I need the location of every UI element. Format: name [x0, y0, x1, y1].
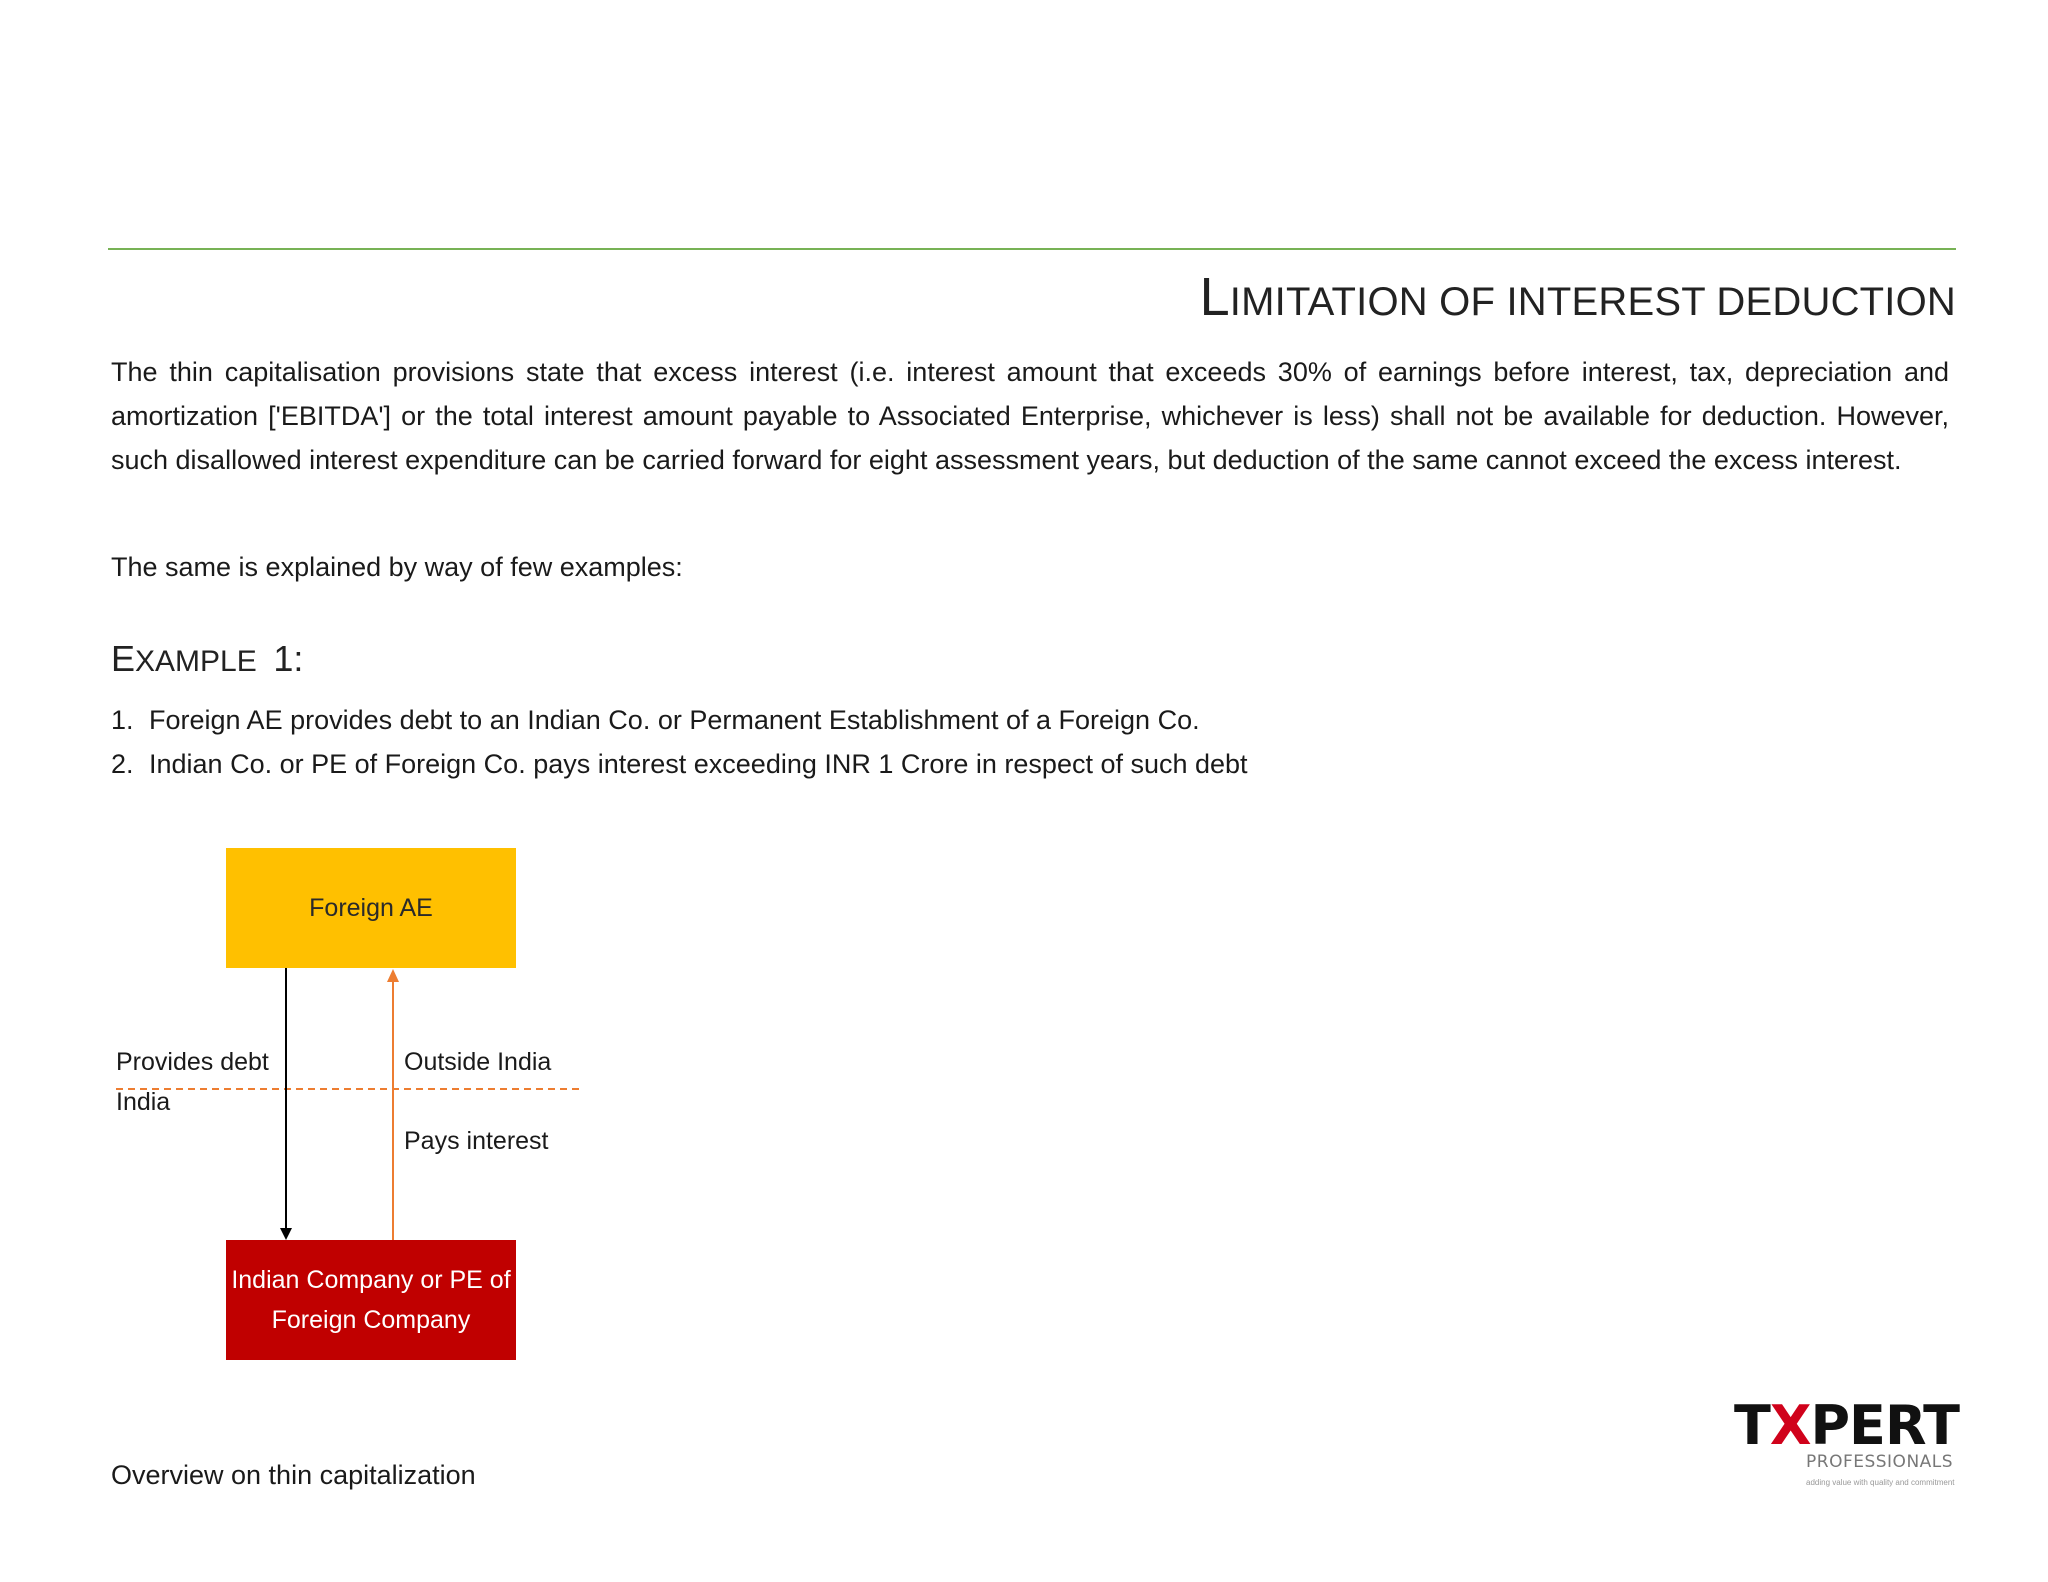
foreign-ae-box: [226, 848, 516, 968]
list-item-text: Indian Co. or PE of Foreign Co. pays interest exceeding INR 1 Crore in respect of such debt: [149, 749, 1248, 779]
example-heading-number: 1:: [273, 638, 304, 679]
taxpert-logo: [1734, 1394, 1959, 1492]
list-item-text: Foreign AE provides debt to an Indian Co. or Permanent Establishment of a Foreign Co.: [149, 705, 1200, 735]
footer-text: Overview on thin capitalization: [111, 1460, 476, 1490]
example-heading: [111, 638, 303, 680]
page-title-rest: IMITATION OF INTEREST DEDUCTION: [1229, 280, 1956, 324]
example-heading-initial: E: [111, 638, 136, 679]
interest-arrowhead: [387, 969, 399, 982]
indian-company-box: [226, 1240, 516, 1360]
provides-debt-label: Provides debt: [116, 1048, 269, 1076]
list-item: [111, 698, 1248, 742]
indian-company-label-line2: Foreign Company: [271, 1306, 471, 1334]
list-item: [111, 742, 1248, 786]
debt-arrowhead: [280, 1228, 292, 1240]
outside-india-label: Outside India: [404, 1048, 552, 1076]
page-title-initial: L: [1199, 267, 1230, 327]
list-item-marker: 1.: [111, 705, 134, 735]
india-label: India: [116, 1088, 171, 1116]
logo-wordmark: TXPERT: [1734, 1394, 1959, 1457]
header-rule: [108, 248, 1956, 250]
logo-tagline: adding value with quality and commitment: [1806, 1478, 1955, 1487]
flow-diagram: [110, 848, 590, 1368]
example-heading-rest: XAMPLE: [135, 645, 257, 678]
foreign-ae-label: Foreign AE: [309, 894, 433, 922]
pays-interest-label: Pays interest: [404, 1127, 549, 1155]
example-list: [111, 698, 1248, 786]
intro-text: The same is explained by way of few examples:: [111, 552, 683, 582]
list-item-marker: 2.: [111, 749, 134, 779]
page-title: [1200, 266, 1956, 328]
indian-company-label-line1: Indian Company or PE of: [231, 1266, 511, 1294]
body-paragraph: The thin capitalisation provisions state that excess interest (i.e. interest amount that exceeds 30% of earnings before interest, tax, depreciation and amortization ['EBITDA'] or the total interest amount payable to Associated Enterprise, whichever is less) shall not be available for deduction. However, such disallowed interest expenditure can be carried forward for eight assessment years, but deduction of the same cannot exceed the excess interest.: [111, 357, 1949, 475]
logo-subtitle: PROFESSIONALS: [1806, 1452, 1954, 1472]
